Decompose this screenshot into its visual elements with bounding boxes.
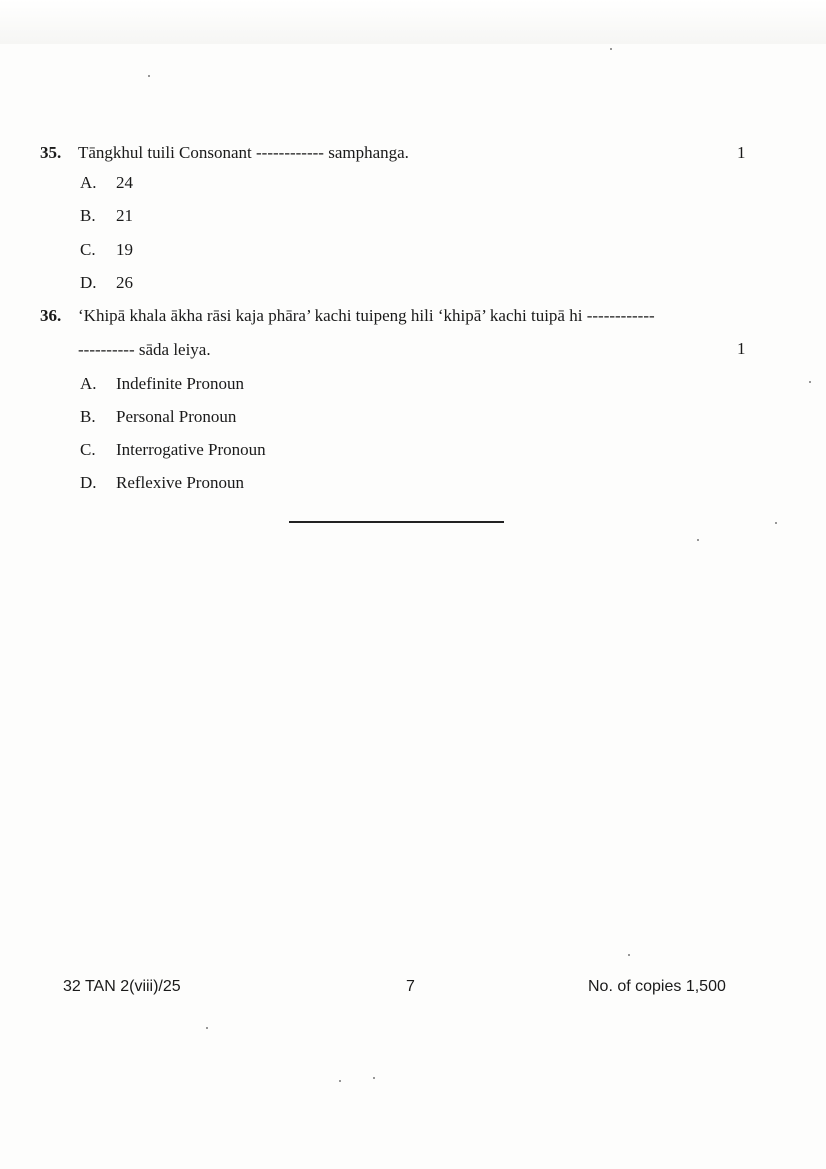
option-text: 24 (116, 173, 133, 192)
option-a (80, 173, 133, 193)
page-number: 7 (406, 978, 415, 995)
scan-speck (809, 381, 811, 383)
option-text: Personal Pronoun (116, 407, 237, 426)
option-letter: D. (80, 273, 97, 292)
option-letter: B. (80, 407, 96, 426)
option-text: 19 (116, 240, 133, 259)
question-35 (40, 143, 409, 163)
scan-speck (373, 1077, 375, 1079)
option-c (80, 440, 266, 460)
option-text: 26 (116, 273, 133, 292)
paper-code: 32 TAN 2(viii)/25 (63, 978, 181, 995)
scan-speck (697, 539, 699, 541)
option-a (80, 374, 244, 394)
end-of-paper-rule (289, 521, 504, 523)
question-number: 36. (40, 306, 62, 325)
question-number: 35. (40, 143, 62, 162)
option-text: 21 (116, 206, 133, 225)
question-marks: 1 (737, 143, 746, 162)
option-letter: A. (80, 374, 97, 393)
scan-speck (206, 1027, 208, 1029)
option-letter: D. (80, 473, 97, 492)
option-d (80, 473, 244, 493)
scan-speck (628, 954, 630, 956)
option-b (80, 407, 236, 427)
question-marks: 1 (737, 339, 746, 358)
question-36 (40, 306, 655, 326)
question-stem: ‘Khipā khala ākha rāsi kaja phāra’ kachi tuipeng hili ‘khipā’ kachi tuipā hi ------------ (78, 306, 655, 325)
scan-speck (775, 522, 777, 524)
question-stem-continued: ---------- sāda leiya. (78, 340, 211, 359)
option-text: Reflexive Pronoun (116, 473, 244, 492)
option-letter: B. (80, 206, 96, 225)
page-top-edge (0, 0, 826, 44)
option-letter: A. (80, 173, 97, 192)
copies-count: No. of copies 1,500 (588, 978, 726, 995)
scan-speck (148, 75, 150, 77)
option-c (80, 240, 133, 260)
option-text: Interrogative Pronoun (116, 440, 266, 459)
option-b (80, 206, 133, 226)
question-stem: Tāngkhul tuili Consonant ------------ samphanga. (78, 143, 409, 162)
option-text: Indefinite Pronoun (116, 374, 244, 393)
scan-speck (339, 1080, 341, 1082)
option-d (80, 273, 133, 293)
option-letter: C. (80, 440, 96, 459)
scan-speck (610, 48, 612, 50)
option-letter: C. (80, 240, 96, 259)
